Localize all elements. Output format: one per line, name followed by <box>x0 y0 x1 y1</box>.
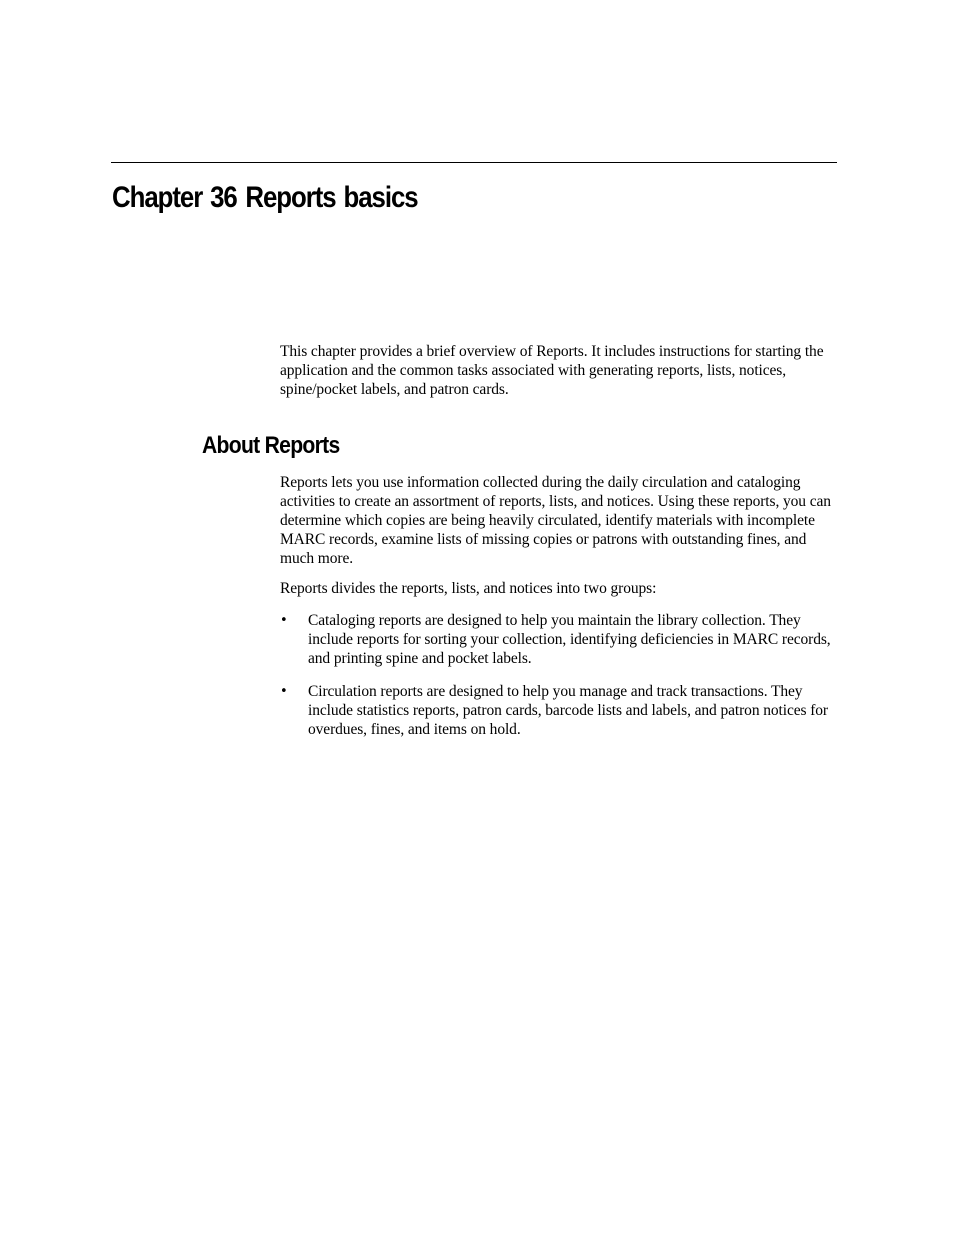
bullet-icon: • <box>280 613 288 628</box>
chapter-label: Chapter 36 <box>112 181 237 214</box>
list-item <box>280 611 840 668</box>
list-item-text: Circulation reports are designed to help you manage and track transactions. They include statistics reports, patron cards, barcode lists and labels, and patron notices for overdues, fines, and items on hold. <box>308 683 828 738</box>
chapter-name: Reports basics <box>245 181 418 214</box>
list-item-text: Cataloging reports are designed to help you maintain the library collection. They include reports for sorting your collection, identifying deficiencies in MARC records, and printing spine and pocket labels. <box>308 612 831 667</box>
list-item <box>280 682 840 739</box>
chapter-header-rule <box>111 162 837 163</box>
bullet-list <box>280 611 840 739</box>
section-paragraph: Reports lets you use information collected during the daily circulation and cataloging activities to create an assortment of reports, lists, and notices. Using these reports, you can determine which copies are being heavily circulated, identify materials with incomplete MARC records, examine lists of missing copies or patrons with outstanding fines, and much more. <box>280 474 831 567</box>
bullet-icon: • <box>280 684 288 699</box>
intro-paragraph: This chapter provides a brief overview of Reports. It includes instructions for starting the application and the common tasks associated with generating reports, lists, notices, spine/pocket labels, and patron cards. <box>280 343 824 398</box>
section-body <box>280 473 840 753</box>
chapter-title <box>112 178 418 218</box>
section-heading: About Reports <box>202 432 340 459</box>
section-paragraph: Reports divides the reports, lists, and notices into two groups: <box>280 580 657 597</box>
